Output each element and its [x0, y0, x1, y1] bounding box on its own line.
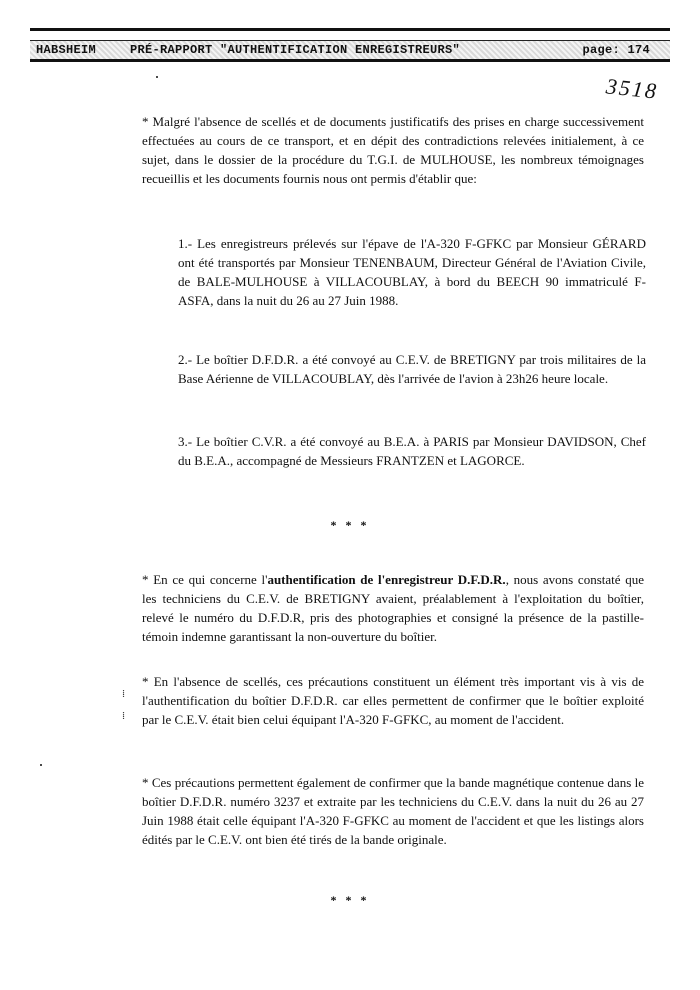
bold-heading-run: authentification de l'enregistreur D.F.D.R. — [267, 572, 506, 587]
handwritten-page-stamp: 3518 — [604, 73, 660, 104]
text-run: , nous avons constaté que les techniciens du C.E.V. de BRETIGNY avaient, préalablement à l'exploitation du boîtier, relevé le numéro du D.F.D.R, pris des photographies et consigné la présence de la pastille-témoin indemne garantissant la non-ouverture du boîtier. — [142, 572, 644, 644]
header-location: HABSHEIM — [36, 43, 97, 57]
section-separator: * * * — [330, 893, 370, 907]
margin-mark: ⁞ — [122, 710, 126, 722]
list-item-2: 2.- Le boîtier D.F.D.R. a été convoyé au C.E.V. de BRETIGNY par trois militaires de la Base Aérienne de VILLACOUBLAY, dès l'arrivée de l'avion à 23h26 heure locale. — [178, 352, 646, 386]
precautions-paragraph: * En l'absence de scellés, ces précautions constituent un élément très important vis à vis de l'authentification du boîtier D.F.D.R. car elles permettent de confirmer que le boîtier exploité par le C.E.V. était bien celui équipant l'A-320 F-GFKC, au moment de l'accident. — [142, 674, 644, 727]
list-item-3: 3.- Le boîtier C.V.R. a été convoyé au B.E.A. à PARIS par Monsieur DAVIDSON, Chef du B.E.A., accompagné de Messieurs FRANTZEN et LAGORCE. — [178, 434, 646, 468]
margin-mark: ⁞ — [122, 688, 126, 700]
page-header — [30, 40, 670, 62]
dfdr-authentication-paragraph — [142, 570, 644, 646]
list-item-1: 1.- Les enregistreurs prélevés sur l'épave de l'A-320 F-GFKC par Monsieur GÉRARD ont été transportés par Monsieur TENENBAUM, Directeur Général de l'Aviation Civile, de BALE-MULHOUSE à VILLACOUBLAY, à bord du BEECH 90 immatriculé F-ASFA, dans la nuit du 26 au 27 Juin 1988. — [178, 236, 646, 308]
section-separator: * * * — [330, 518, 370, 532]
speck — [156, 76, 158, 78]
speck — [40, 764, 42, 766]
magnetic-tape-paragraph: * Ces précautions permettent également de confirmer que la bande magnétique contenue dans le boîtier D.F.D.R. numéro 3237 et extraite par les techniciens du C.E.V. dans la nuit du 26 au 27 Juin 1988 était celle équipant l'A-320 F-GFKC au moment de l'accident et que les listings alors édités par le C.E.V. ont bien été tirés de la bande originale. — [142, 775, 644, 847]
header-title: PRÉ-RAPPORT "AUTHENTIFICATION ENREGISTREURS" — [130, 43, 461, 57]
intro-paragraph: * Malgré l'absence de scellés et de documents justificatifs des prises en charge successivement effectuées au cours de ce transport, et en dépit des contradictions relevées initialement, à ce sujet, dans le dossier de la procédure du T.G.I. de MULHOUSE, les nombreux témoignages recueillis et les documents fournis nous ont permis d'établir que: — [142, 114, 644, 186]
top-rule — [30, 28, 670, 31]
text-run: * En ce qui concerne l' — [142, 572, 268, 587]
header-page-number: page: 174 — [582, 43, 650, 57]
